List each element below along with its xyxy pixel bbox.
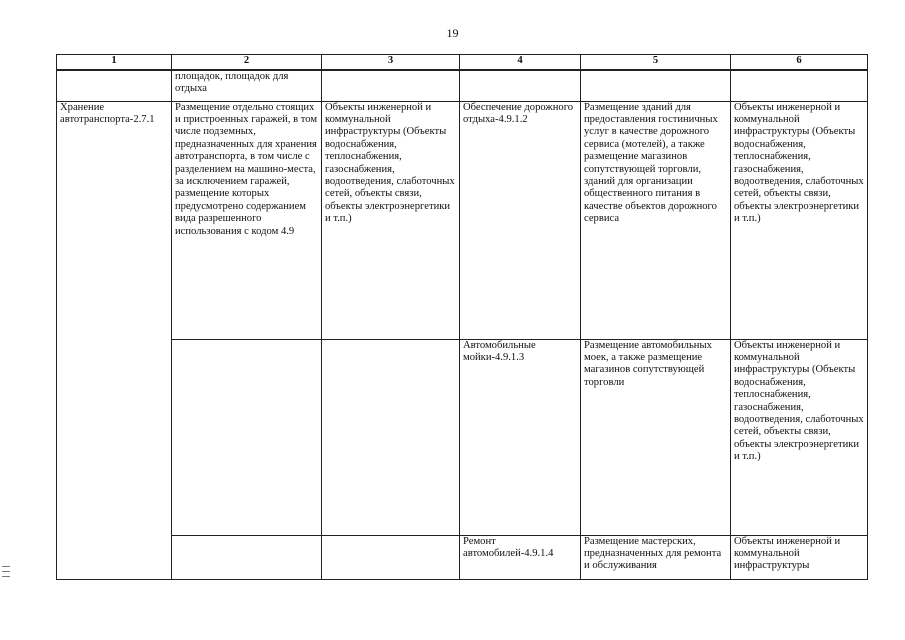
table-cell: Ремонт автомобилей-4.9.1.4	[460, 535, 581, 579]
table-row	[57, 535, 868, 579]
table-cell	[322, 535, 460, 579]
scan-margin-mark	[2, 571, 10, 572]
table-cell	[172, 535, 322, 579]
land-use-table	[56, 54, 868, 580]
header-cell-3: 3	[322, 55, 460, 71]
table-cell	[460, 70, 581, 101]
table-cell: площадок, площадок для отдыха	[172, 70, 322, 101]
table-cell: Размещение мастерских, предназначенных для ремонта и обслуживания	[581, 535, 731, 579]
page-number: 19	[446, 26, 459, 40]
table-row	[57, 339, 868, 535]
header-cell-2: 2	[172, 55, 322, 71]
table-cell: Объекты инженерной и коммунальной инфраструктуры (Объекты водоснабжения, теплоснабжения, газоснабжения, водоотведения, слаботочных сетей, объекты связи, объекты электроэнергетики и т.п.)	[322, 101, 460, 339]
header-cell-6: 6	[731, 55, 868, 71]
table-cell: Объекты инженерной и коммунальной инфраструктуры	[731, 535, 868, 579]
table-cell: Размещение автомобильных моек, а также размещение магазинов сопутствующей торговли	[581, 339, 731, 535]
table-cell: Хранение автотранспорта-2.7.1	[57, 101, 172, 579]
header-row	[57, 55, 868, 71]
table-row	[57, 101, 868, 339]
header-cell-4: 4	[460, 55, 581, 71]
table-cell: Размещение зданий для предоставления гостиничных услуг в качестве дорожного сервиса (мотелей), а также размещение магазинов сопутствующей торговли, зданий для организации общественного питания в качестве объектов дорожного сервиса	[581, 101, 731, 339]
table-cell: Размещение отдельно стоящих и пристроенных гаражей, в том числе подземных, предназначенных для хранения автотранспорта, в том числе с разделением на машино-места, за исключением гаражей, размещение которых предусмотрено содержанием вида разрешенного использования с кодом 4.9	[172, 101, 322, 339]
table-row	[57, 70, 868, 101]
scan-margin-mark	[2, 566, 10, 567]
table-cell: Объекты инженерной и коммунальной инфраструктуры (Объекты водоснабжения, теплоснабжения, газоснабжения, водоотведения, слаботочных сетей, объекты связи, объекты электроэнергетики и т.п.)	[731, 101, 868, 339]
header-cell-1: 1	[57, 55, 172, 71]
table-cell	[322, 70, 460, 101]
table-cell	[731, 70, 868, 101]
table-cell: Объекты инженерной и коммунальной инфраструктуры (Объекты водоснабжения, теплоснабжения, газоснабжения, водоотведения, слаботочных сетей, объекты связи, объекты электроэнергетики и т.п.)	[731, 339, 868, 535]
table-cell: Обеспечение дорожного отдыха-4.9.1.2	[460, 101, 581, 339]
table-cell	[581, 70, 731, 101]
header-cell-5: 5	[581, 55, 731, 71]
table-cell	[57, 70, 172, 101]
table-cell: Автомобильные мойки-4.9.1.3	[460, 339, 581, 535]
scan-margin-mark	[2, 576, 10, 577]
table-cell	[172, 339, 322, 535]
table-cell	[322, 339, 460, 535]
